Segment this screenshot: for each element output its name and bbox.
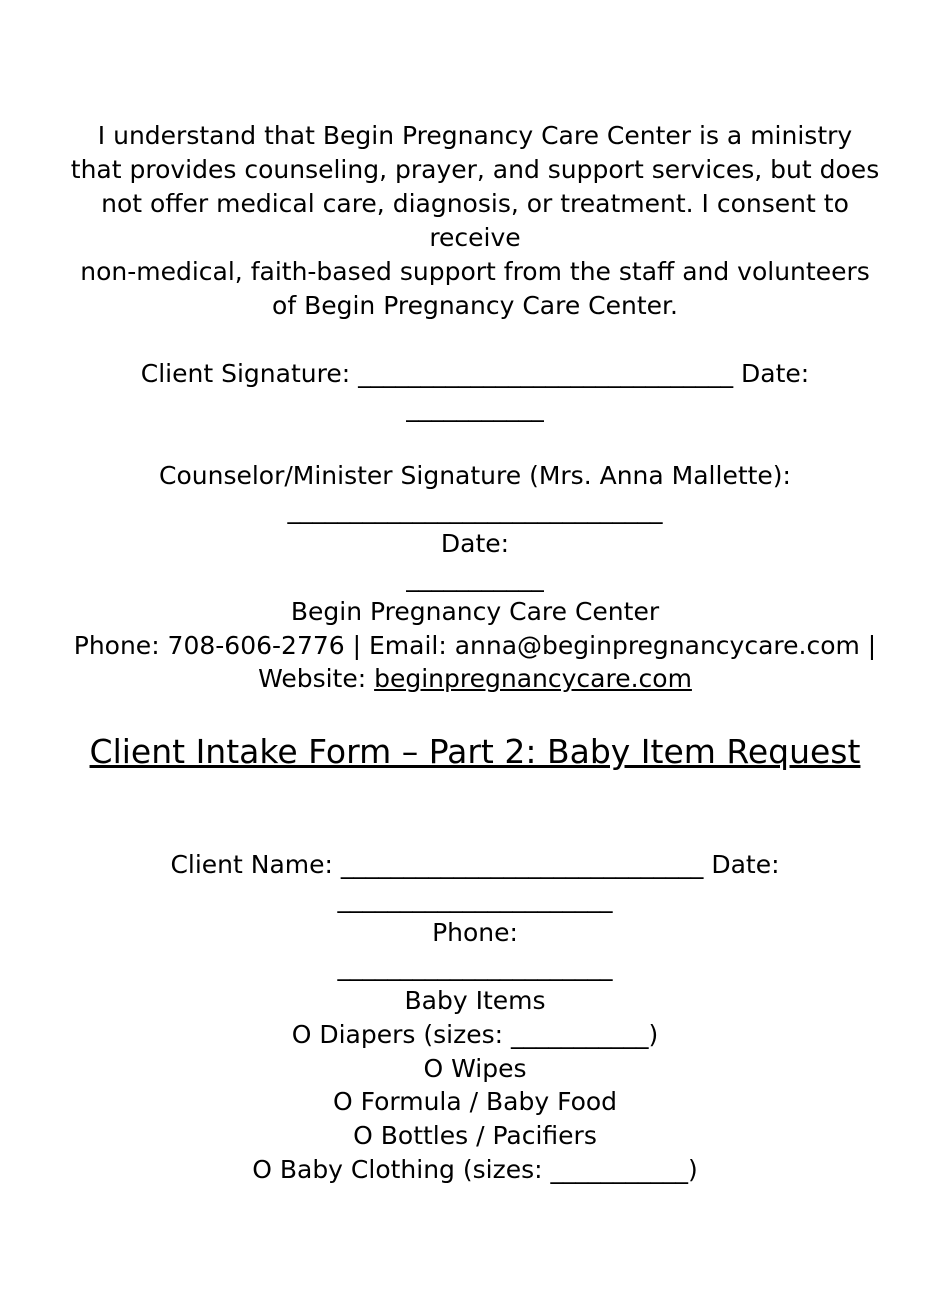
website-link[interactable]: beginpregnancycare.com: [374, 664, 692, 693]
consent-line: of Begin Pregnancy Care Center.: [272, 291, 678, 320]
counselor-signature-label: Counselor/Minister Signature (Mrs. Anna Mallette):: [159, 461, 791, 490]
consent-line: non-medical, faith-based support from the staff and volunteers: [80, 257, 870, 286]
consent-line: I understand that Begin Pregnancy Care Center is a ministry: [97, 121, 853, 150]
website-label: Website:: [258, 664, 375, 693]
consent-line: not offer medical care, diagnosis, or treatment. I consent to: [101, 189, 849, 218]
baby-item-clothing: O Baby Clothing (sizes: ___________): [252, 1155, 698, 1184]
counselor-date-label: Date:: [440, 529, 510, 558]
baby-item-bottles: O Bottles / Pacifiers: [353, 1121, 597, 1150]
website-line: [0, 662, 950, 696]
client-signature-line: Client Signature: ______________________________ Date:: [140, 359, 810, 388]
phone-label: Phone:: [432, 918, 518, 947]
baby-item-diapers: O Diapers (sizes: ___________): [291, 1020, 659, 1049]
phone-blank: ______________________: [337, 952, 613, 981]
baby-item-wipes: O Wipes: [423, 1054, 527, 1083]
counselor-date-blank: ___________: [406, 563, 544, 592]
consent-line: receive: [429, 223, 521, 252]
client-name-line: Client Name: _____________________________ Date:: [170, 850, 780, 879]
baby-item-formula: O Formula / Baby Food: [332, 1087, 618, 1116]
client-signature-date-blank: ___________: [406, 393, 544, 422]
org-name: Begin Pregnancy Care Center: [290, 597, 660, 626]
baby-items-heading: Baby Items: [404, 986, 546, 1015]
counselor-signature-blank: ______________________________: [287, 495, 663, 524]
consent-line: that provides counseling, prayer, and support services, but does: [70, 155, 880, 184]
client-name-date-blank: ______________________: [337, 884, 613, 913]
contact-line: Phone: 708-606-2776 | Email: anna@beginpregnancycare.com |: [73, 631, 877, 660]
form-title: Client Intake Form – Part 2: Baby Item Request: [89, 732, 861, 771]
